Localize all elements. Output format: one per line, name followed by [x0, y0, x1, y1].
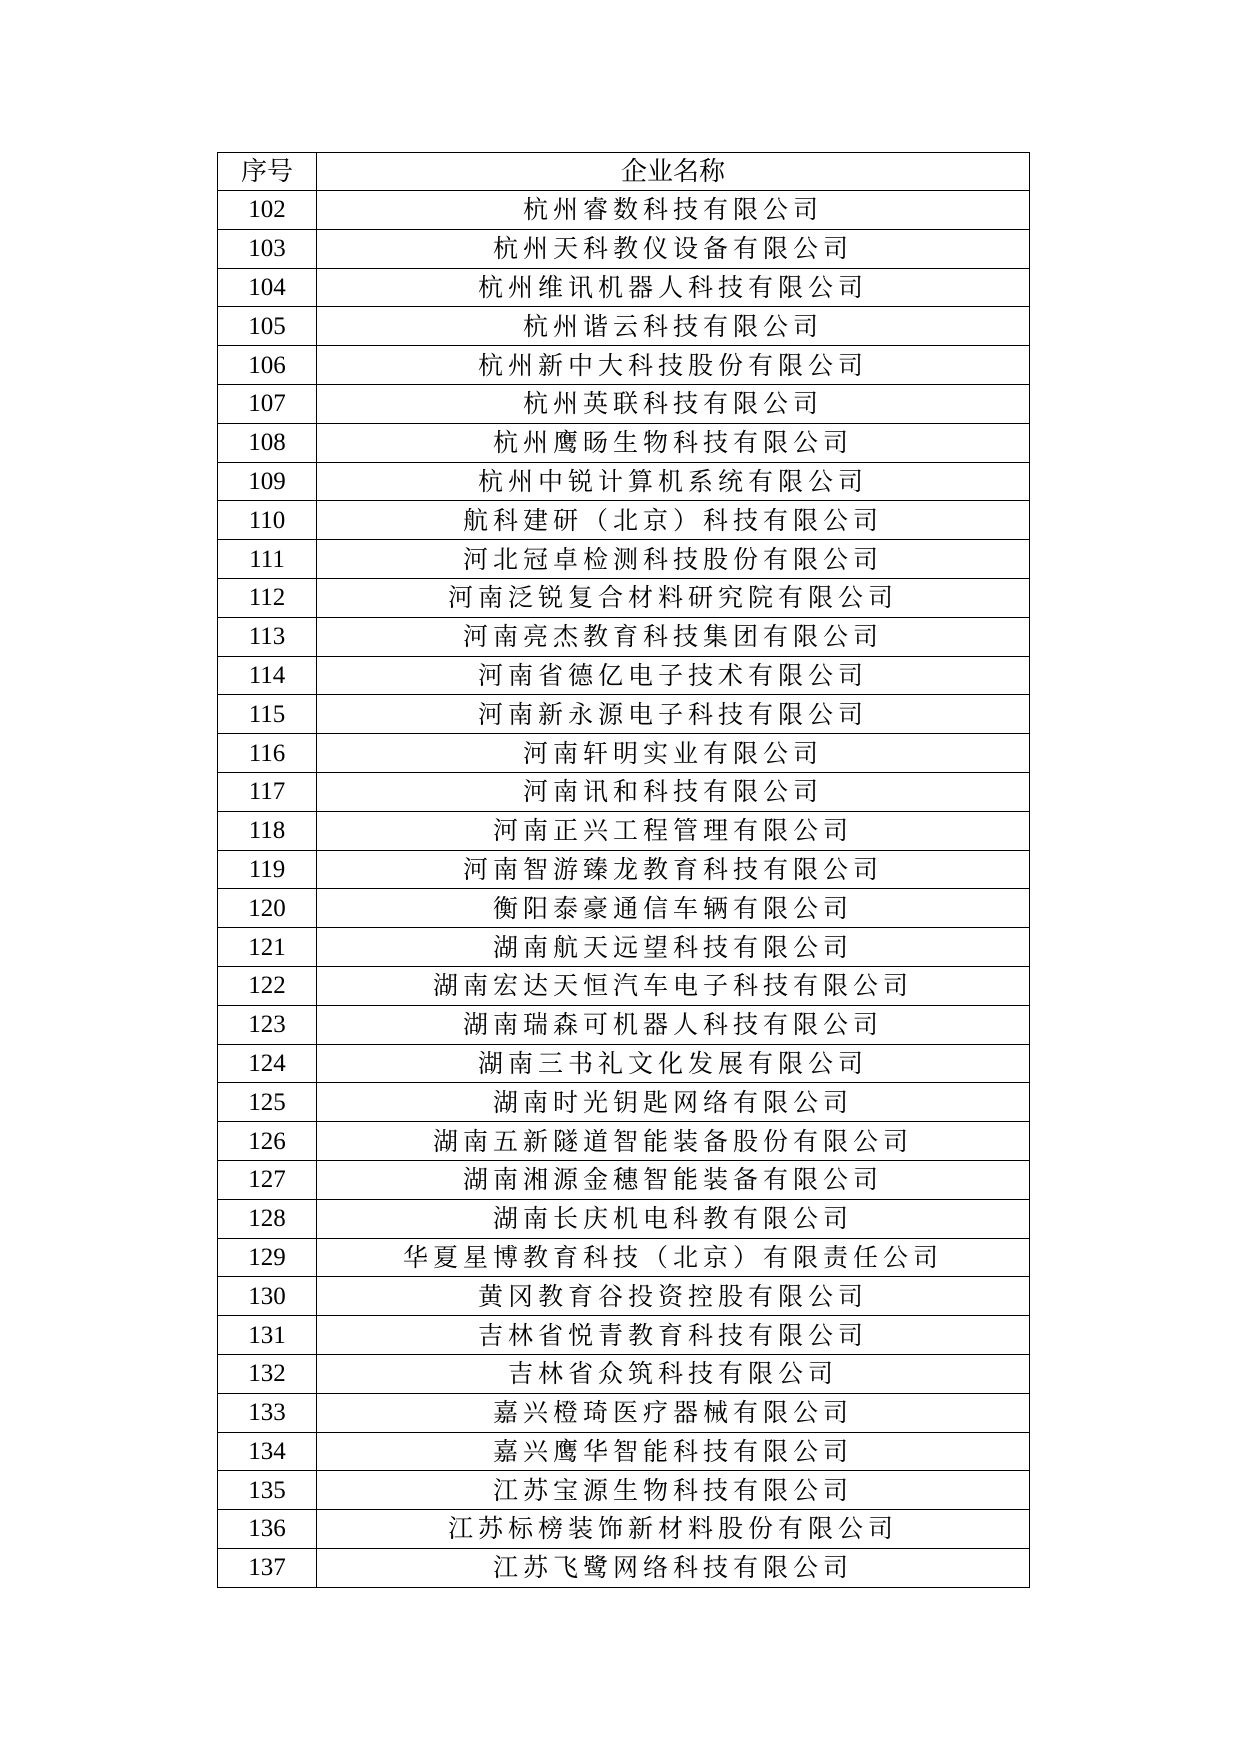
row-number-cell: 109	[218, 462, 317, 501]
table-row	[218, 268, 1030, 307]
table-row	[218, 656, 1030, 695]
table-row	[218, 1044, 1030, 1083]
table-row	[218, 346, 1030, 385]
company-name-cell: 杭州睿数科技有限公司	[317, 191, 1030, 230]
company-name-cell: 杭州新中大科技股份有限公司	[317, 346, 1030, 385]
company-name-cell: 河北冠卓检测科技股份有限公司	[317, 540, 1030, 579]
table-row	[218, 229, 1030, 268]
company-name-cell: 河南泛锐复合材料研究院有限公司	[317, 578, 1030, 617]
table-row	[218, 462, 1030, 501]
row-number-cell: 124	[218, 1044, 317, 1083]
company-name-cell: 黄冈教育谷投资控股有限公司	[317, 1277, 1030, 1316]
row-number-cell: 128	[218, 1199, 317, 1238]
company-name-cell: 河南省德亿电子技术有限公司	[317, 656, 1030, 695]
row-number-cell: 136	[218, 1510, 317, 1549]
company-name-cell: 吉林省悦青教育科技有限公司	[317, 1316, 1030, 1355]
row-number-cell: 123	[218, 1005, 317, 1044]
company-name-cell: 杭州谐云科技有限公司	[317, 307, 1030, 346]
table-row	[218, 384, 1030, 423]
row-number-cell: 125	[218, 1083, 317, 1122]
row-number-cell: 114	[218, 656, 317, 695]
row-number-cell: 130	[218, 1277, 317, 1316]
table-row	[218, 889, 1030, 928]
row-number-cell: 112	[218, 578, 317, 617]
table-row	[218, 1122, 1030, 1161]
row-number-cell: 115	[218, 695, 317, 734]
company-name-cell: 江苏飞鹭网络科技有限公司	[317, 1548, 1030, 1587]
company-name-cell: 湖南五新隧道智能装备股份有限公司	[317, 1122, 1030, 1161]
table-row	[218, 1199, 1030, 1238]
table-row	[218, 1316, 1030, 1355]
company-name-cell: 杭州鹰旸生物科技有限公司	[317, 423, 1030, 462]
row-number-cell: 110	[218, 501, 317, 540]
table-row	[218, 1471, 1030, 1510]
row-number-cell: 132	[218, 1354, 317, 1393]
row-number-cell: 129	[218, 1238, 317, 1277]
row-number-cell: 137	[218, 1548, 317, 1587]
company-name-cell: 吉林省众筑科技有限公司	[317, 1354, 1030, 1393]
table-row	[218, 1510, 1030, 1549]
company-list-table	[217, 152, 1030, 1588]
table-row	[218, 928, 1030, 967]
row-number-cell: 106	[218, 346, 317, 385]
table-row	[218, 1238, 1030, 1277]
table-row	[218, 734, 1030, 773]
table-row	[218, 307, 1030, 346]
table-row	[218, 966, 1030, 1005]
row-number-cell: 113	[218, 617, 317, 656]
column-header-company-name: 企业名称	[317, 153, 1030, 191]
row-number-cell: 131	[218, 1316, 317, 1355]
table-row	[218, 1393, 1030, 1432]
row-number-cell: 121	[218, 928, 317, 967]
table-row	[218, 695, 1030, 734]
table-row	[218, 1005, 1030, 1044]
row-number-cell: 105	[218, 307, 317, 346]
company-name-cell: 湖南瑞森可机器人科技有限公司	[317, 1005, 1030, 1044]
table-row	[218, 191, 1030, 230]
table-row	[218, 1432, 1030, 1471]
company-name-cell: 江苏标榜装饰新材料股份有限公司	[317, 1510, 1030, 1549]
row-number-cell: 116	[218, 734, 317, 773]
company-name-cell: 湖南三书礼文化发展有限公司	[317, 1044, 1030, 1083]
row-number-cell: 104	[218, 268, 317, 307]
table-row	[218, 1160, 1030, 1199]
row-number-cell: 117	[218, 772, 317, 811]
table-row	[218, 578, 1030, 617]
company-name-cell: 河南亮杰教育科技集团有限公司	[317, 617, 1030, 656]
company-name-cell: 河南讯和科技有限公司	[317, 772, 1030, 811]
company-name-cell: 湖南宏达天恒汽车电子科技有限公司	[317, 966, 1030, 1005]
company-name-cell: 河南新永源电子科技有限公司	[317, 695, 1030, 734]
table-header	[218, 153, 1030, 191]
table-row	[218, 850, 1030, 889]
table-row	[218, 1354, 1030, 1393]
row-number-cell: 108	[218, 423, 317, 462]
table-row	[218, 1083, 1030, 1122]
company-name-cell: 华夏星博教育科技（北京）有限责任公司	[317, 1238, 1030, 1277]
company-name-cell: 湖南湘源金穗智能装备有限公司	[317, 1160, 1030, 1199]
row-number-cell: 122	[218, 966, 317, 1005]
company-name-cell: 江苏宝源生物科技有限公司	[317, 1471, 1030, 1510]
row-number-cell: 111	[218, 540, 317, 579]
company-name-cell: 杭州天科教仪设备有限公司	[317, 229, 1030, 268]
company-name-cell: 嘉兴鹰华智能科技有限公司	[317, 1432, 1030, 1471]
row-number-cell: 118	[218, 811, 317, 850]
table-row	[218, 1277, 1030, 1316]
row-number-cell: 126	[218, 1122, 317, 1161]
row-number-cell: 107	[218, 384, 317, 423]
row-number-cell: 134	[218, 1432, 317, 1471]
column-header-number: 序号	[218, 153, 317, 191]
row-number-cell: 127	[218, 1160, 317, 1199]
company-name-cell: 嘉兴橙琦医疗器械有限公司	[317, 1393, 1030, 1432]
table-row	[218, 501, 1030, 540]
table-row	[218, 772, 1030, 811]
row-number-cell: 102	[218, 191, 317, 230]
table-row	[218, 423, 1030, 462]
company-name-cell: 杭州维讯机器人科技有限公司	[317, 268, 1030, 307]
company-name-cell: 河南轩明实业有限公司	[317, 734, 1030, 773]
table-header-row	[218, 153, 1030, 191]
table-row	[218, 1548, 1030, 1587]
table-body	[218, 191, 1030, 1588]
row-number-cell: 103	[218, 229, 317, 268]
table-row	[218, 540, 1030, 579]
company-name-cell: 航科建研（北京）科技有限公司	[317, 501, 1030, 540]
company-name-cell: 衡阳泰豪通信车辆有限公司	[317, 889, 1030, 928]
company-name-cell: 湖南时光钥匙网络有限公司	[317, 1083, 1030, 1122]
row-number-cell: 135	[218, 1471, 317, 1510]
row-number-cell: 119	[218, 850, 317, 889]
company-name-cell: 湖南航天远望科技有限公司	[317, 928, 1030, 967]
table-row	[218, 617, 1030, 656]
table-row	[218, 811, 1030, 850]
row-number-cell: 120	[218, 889, 317, 928]
company-name-cell: 杭州英联科技有限公司	[317, 384, 1030, 423]
company-name-cell: 河南智游臻龙教育科技有限公司	[317, 850, 1030, 889]
company-name-cell: 河南正兴工程管理有限公司	[317, 811, 1030, 850]
company-name-cell: 杭州中锐计算机系统有限公司	[317, 462, 1030, 501]
company-name-cell: 湖南长庆机电科教有限公司	[317, 1199, 1030, 1238]
row-number-cell: 133	[218, 1393, 317, 1432]
